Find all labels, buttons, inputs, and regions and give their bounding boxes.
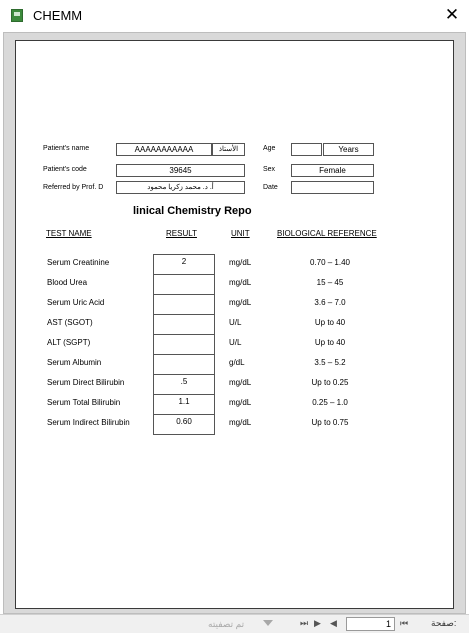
app-icon xyxy=(11,9,23,22)
test-reference: Up to 40 xyxy=(314,318,346,327)
status-bar xyxy=(0,614,469,633)
test-name: Serum Total Bilirubin xyxy=(47,398,121,407)
filter-status-label[interactable]: تم تصفيته xyxy=(208,619,245,629)
page-label: صفحة: xyxy=(431,618,457,628)
sex-field: Female xyxy=(291,164,374,177)
test-result-field xyxy=(153,274,215,295)
test-result-field xyxy=(153,294,215,315)
close-icon[interactable]: ✕ xyxy=(444,5,460,24)
test-result-field xyxy=(153,334,215,355)
next-page-icon[interactable]: ▶ xyxy=(314,618,321,628)
result-header: RESULT xyxy=(166,229,197,238)
test-name: Serum Indirect Bilirubin xyxy=(47,418,130,427)
patient-code-field: 39645 xyxy=(116,164,245,177)
date-label: Date xyxy=(263,184,278,191)
test-name: Blood Urea xyxy=(47,278,88,287)
age-label: Age xyxy=(263,145,276,152)
test-result-field: .5 xyxy=(153,374,215,395)
test-reference: Up to 40 xyxy=(314,338,346,347)
test-result-field: 1.1 xyxy=(153,394,215,415)
test-reference: 3.5 – 5.2 xyxy=(314,358,346,367)
test-result-field: 0.60 xyxy=(153,414,215,435)
test-unit: mg/dL xyxy=(229,398,252,407)
test-unit: U/L xyxy=(229,338,242,347)
test-unit: mg/dL xyxy=(229,418,252,427)
previous-page-icon[interactable]: ◀ xyxy=(330,618,337,628)
test-unit: mg/dL xyxy=(229,378,252,387)
reference-header: BIOLOGICAL REFERENCE xyxy=(277,229,377,238)
test-reference: 0.25 – 1.0 xyxy=(312,398,348,407)
test-unit: g/dL xyxy=(229,358,245,367)
report-heading: linical Chemistry Repo xyxy=(133,205,252,217)
filter-icon[interactable] xyxy=(263,620,273,626)
test-result-field xyxy=(153,314,215,335)
test-result-field xyxy=(153,354,215,375)
last-page-icon[interactable]: ⏭ xyxy=(300,618,309,628)
test-result-field: 2 xyxy=(153,254,215,275)
test-reference: 15 – 45 xyxy=(316,278,344,287)
referred-by-label: Referred by Prof. D xyxy=(43,184,104,191)
sex-label: Sex xyxy=(263,166,276,173)
test-unit: U/L xyxy=(229,318,242,327)
test-reference: 0.70 – 1.40 xyxy=(309,258,351,267)
title-bar xyxy=(0,0,469,32)
age-unit-field: Years xyxy=(323,143,374,156)
page-number-input[interactable]: 1 xyxy=(346,617,395,631)
patient-name-label: Patient's name xyxy=(43,145,90,152)
test-name: Serum Direct Bilirubin xyxy=(47,378,125,387)
test-unit: mg/dL xyxy=(229,258,252,267)
test-unit: mg/dL xyxy=(229,298,252,307)
first-page-icon[interactable]: ⏮ xyxy=(400,618,409,628)
test-name: ALT (SGPT) xyxy=(47,338,91,347)
test-name: AST (SGOT) xyxy=(47,318,93,327)
date-field xyxy=(291,181,374,194)
test-name: Serum Uric Acid xyxy=(47,298,105,307)
window-title: CHEMM xyxy=(33,8,83,23)
test-reference: 3.6 – 7.0 xyxy=(314,298,346,307)
test-name: Serum Albumin xyxy=(47,358,102,367)
patient-title-field: الأستاذ xyxy=(212,143,245,156)
patient-name-field: AAAAAAAAAAA xyxy=(116,143,212,156)
test-name: Serum Creatinine xyxy=(47,258,110,267)
patient-code-label: Patient's code xyxy=(43,166,87,173)
test-name-header: TEST NAME xyxy=(46,229,92,238)
test-reference: Up to 0.25 xyxy=(311,378,349,387)
test-unit: mg/dL xyxy=(229,278,252,287)
unit-header: UNIT xyxy=(231,229,250,238)
referred-by-field: أ. د. محمد زكريا محمود xyxy=(116,181,245,194)
test-reference: Up to 0.75 xyxy=(311,418,349,427)
age-field xyxy=(291,143,322,156)
